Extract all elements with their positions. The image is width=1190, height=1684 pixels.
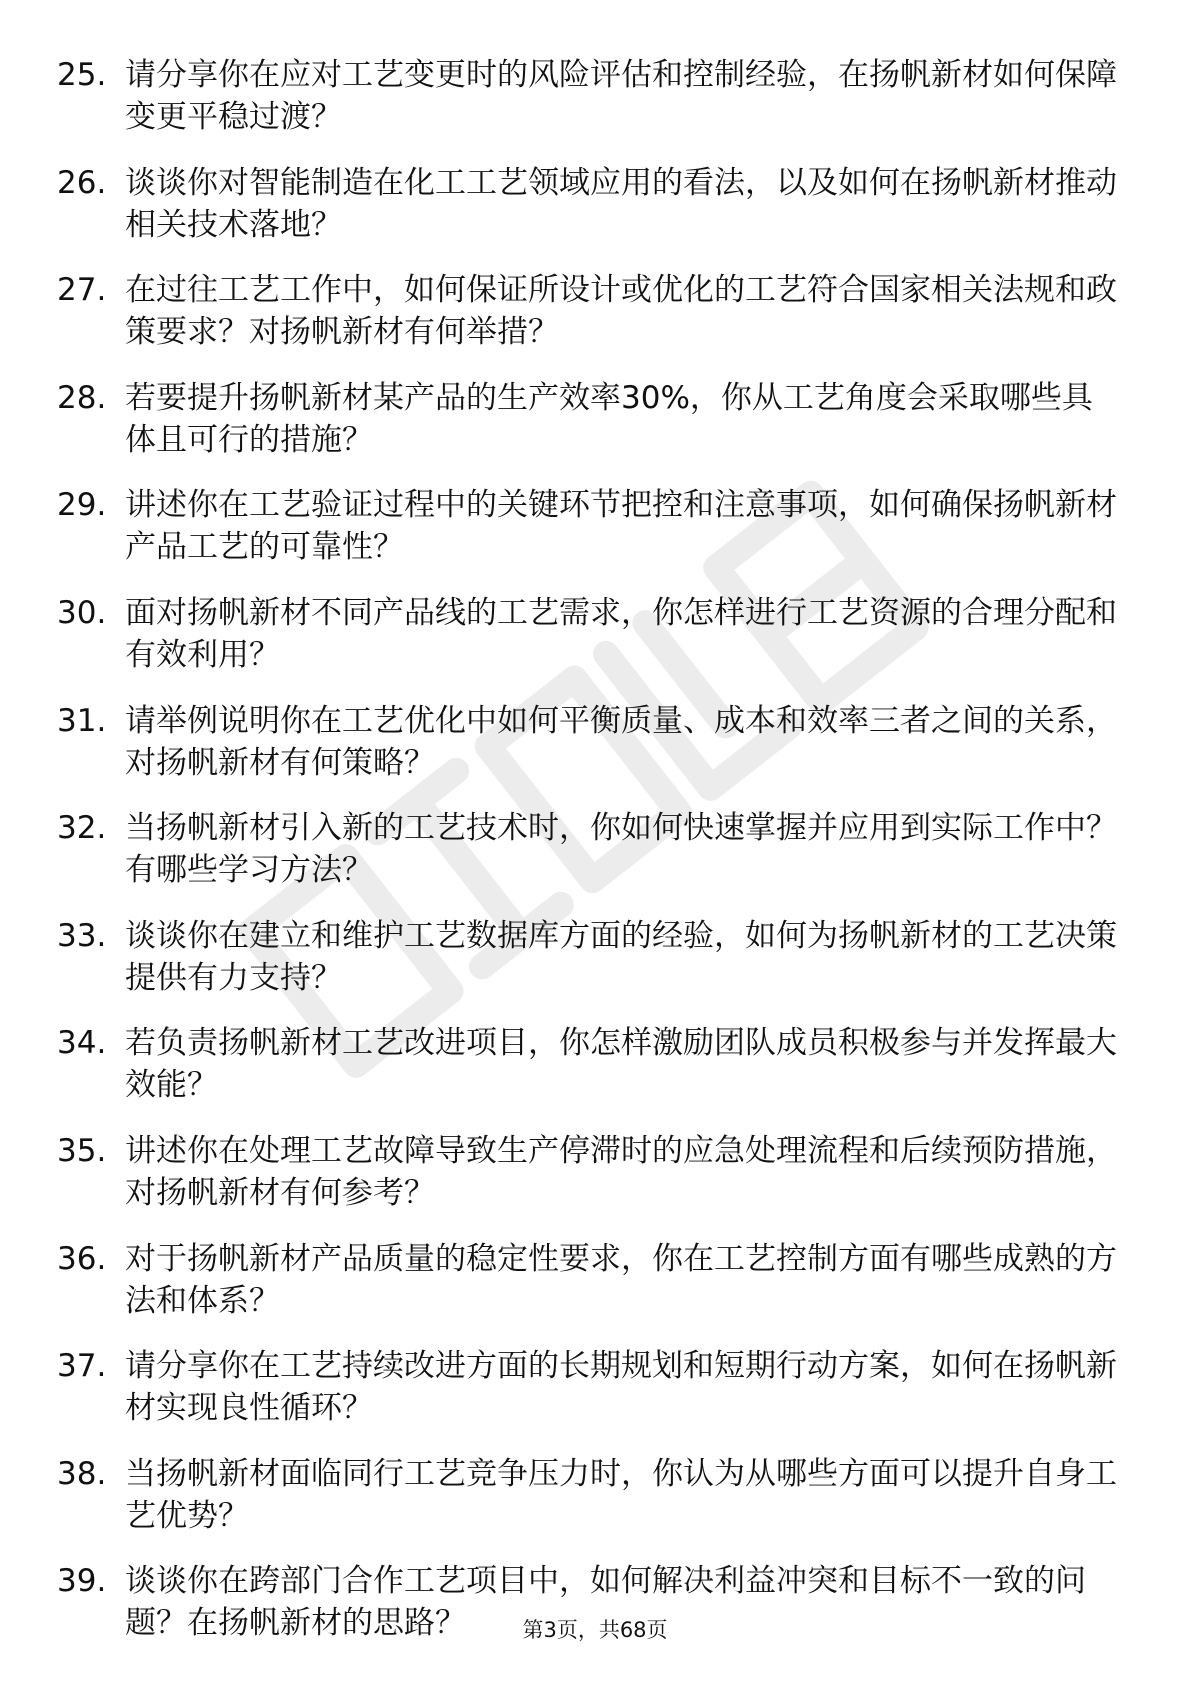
question-number: 26. — [57, 164, 107, 201]
question-number: 30. — [57, 594, 107, 631]
question-number: 37. — [57, 1348, 107, 1385]
question-number: 25. — [57, 57, 107, 93]
question-text: 请举例说明你在工艺优化中如何平衡质量、成本和效率三者之间的关系，对扬帆新材有何策略？ — [125, 702, 1117, 781]
question-number: 32. — [57, 810, 107, 847]
question-number: 28. — [57, 379, 107, 416]
question-item — [57, 592, 1117, 676]
question-item — [57, 377, 1117, 461]
question-item — [57, 700, 1117, 784]
question-text: 当扬帆新材面临同行工艺竞争压力时，你认为从哪些方面可以提升自身工艺优势？ — [125, 1455, 1117, 1534]
question-item — [57, 1238, 1117, 1322]
question-item — [57, 54, 1117, 138]
question-text: 谈谈你在跨部门合作工艺项目中，如何解决利益冲突和目标不一致的问题？在扬帆新材的思路？ — [125, 1563, 1086, 1642]
question-text: 当扬帆新材引入新的工艺技术时，你如何快速掌握并应用到实际工作中？有哪些学习方法？ — [125, 810, 1117, 889]
question-text: 讲述你在处理工艺故障导致生产停滞时的应急处理流程和后续预防措施，对扬帆新材有何参考？ — [125, 1132, 1117, 1211]
question-item — [57, 484, 1117, 568]
question-item — [57, 1453, 1117, 1537]
question-item — [57, 807, 1117, 891]
question-item — [57, 162, 1117, 246]
page-number: 第3页，共68页 — [522, 1618, 668, 1642]
question-number: 35. — [57, 1132, 107, 1169]
question-text: 讲述你在工艺验证过程中的关键环节把控和注意事项，如何确保扬帆新材产品工艺的可靠性？ — [125, 487, 1117, 566]
question-number: 27. — [57, 272, 107, 309]
question-text: 请分享你在应对工艺变更时的风险评估和控制经验，在扬帆新材如何保障变更平稳过渡？ — [125, 57, 1117, 135]
question-text: 谈谈你在建立和维护工艺数据库方面的经验，如何为扬帆新材的工艺决策提供有力支持？ — [125, 917, 1117, 996]
question-text: 在过往工艺工作中，如何保证所设计或优化的工艺符合国家相关法规和政策要求？对扬帆新材有何举措？ — [125, 272, 1117, 351]
question-item — [57, 269, 1117, 353]
question-number: 38. — [57, 1455, 107, 1492]
question-text: 谈谈你对智能制造在化工工艺领域应用的看法，以及如何在扬帆新材推动相关技术落地？ — [125, 164, 1117, 243]
question-item — [57, 1022, 1117, 1106]
question-text: 面对扬帆新材不同产品线的工艺需求，你怎样进行工艺资源的合理分配和有效利用？ — [125, 594, 1117, 673]
question-item — [57, 1345, 1117, 1429]
question-number: 29. — [57, 487, 107, 524]
question-item — [57, 1130, 1117, 1214]
question-list — [57, 54, 1117, 1668]
question-number: 31. — [57, 702, 107, 739]
question-text: 若负责扬帆新材工艺改进项目，你怎样激励团队成员积极参与并发挥最大效能？ — [125, 1025, 1117, 1104]
question-item — [57, 915, 1117, 999]
question-number: 39. — [57, 1563, 107, 1600]
question-number: 33. — [57, 917, 107, 954]
question-number: 34. — [57, 1025, 107, 1062]
question-text: 若要提升扬帆新材某产品的生产效率30%，你从工艺角度会采取哪些具体且可行的措施？ — [125, 379, 1093, 458]
question-number: 36. — [57, 1240, 107, 1277]
question-text: 对于扬帆新材产品质量的稳定性要求，你在工艺控制方面有哪些成熟的方法和体系？ — [125, 1240, 1117, 1319]
question-text: 请分享你在工艺持续改进方面的长期规划和短期行动方案，如何在扬帆新材实现良性循环？ — [125, 1348, 1117, 1427]
